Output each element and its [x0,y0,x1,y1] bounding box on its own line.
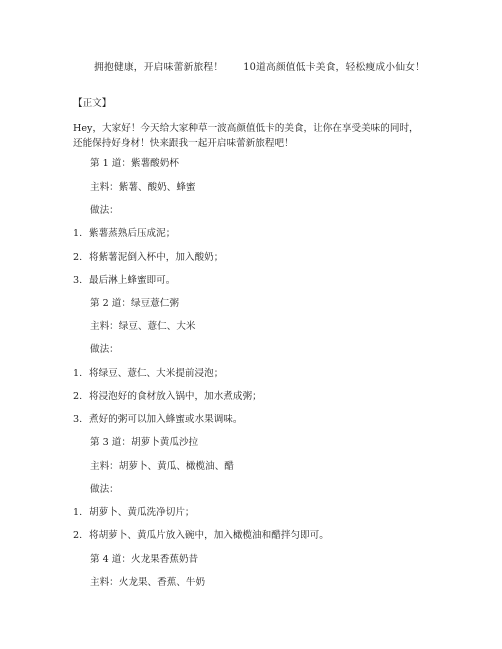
recipe-1-method-label: 做法： [90,205,119,216]
recipe-2-step-2: 2. 将浸泡好的食材放入锅中，加水煮成粥； [73,391,262,402]
recipe-1-ingredients: 主料：紫薯、酸奶、蜂蜜 [90,182,196,193]
recipe-3-name: 第 3 道：胡萝卜黄瓜沙拉 [90,437,199,448]
recipe-1-step-3: 3. 最后淋上蜂蜜即可。 [73,275,176,286]
recipe-3-step-1: 1. 胡萝卜、黄瓜洗净切片； [73,507,195,518]
recipe-2-ingredients: 主料：绿豆、薏仁、大米 [90,321,196,332]
intro-line-1: Hey，大家好！今天给大家种草一波高颜值低卡的美食，让你在享受美味的同时， [73,123,419,134]
document-title: 拥抱健康，开启味蕾新旅程！ 10道高颜值低卡美食，轻松瘦成小仙女！ [94,62,426,73]
recipe-1-step-1: 1. 紫薯蒸熟后压成泥； [73,228,176,239]
intro-line-2: 还能保持好身材！快来跟我一起开启味蕾新旅程吧！ [73,138,294,149]
recipe-3-ingredients: 主料：胡萝卜、黄瓜、橄榄油、醋 [90,461,234,472]
recipe-3-method-label: 做法： [90,484,119,495]
recipe-4-ingredients: 主料：火龙果、香蕉、牛奶 [90,577,206,588]
recipe-2-name: 第 2 道：绿豆薏仁粥 [90,298,179,309]
recipe-2-step-1: 1. 将绿豆、薏仁、大米提前浸泡； [73,368,224,379]
section-heading: 【正文】 [73,98,112,109]
recipe-2-step-3: 3. 煮好的粥可以加入蜂蜜或水果调味。 [73,414,243,425]
recipe-4-name: 第 4 道：火龙果香蕉奶昔 [90,554,199,565]
recipe-1-name: 第 1 道：紫薯酸奶杯 [90,158,179,169]
recipe-3-step-2: 2. 将胡萝卜、黄瓜片放入碗中，加入橄榄油和醋拌匀即可。 [73,530,329,541]
recipe-1-step-2: 2. 将紫薯泥倒入杯中，加入酸奶； [73,252,224,263]
recipe-2-method-label: 做法： [90,344,119,355]
